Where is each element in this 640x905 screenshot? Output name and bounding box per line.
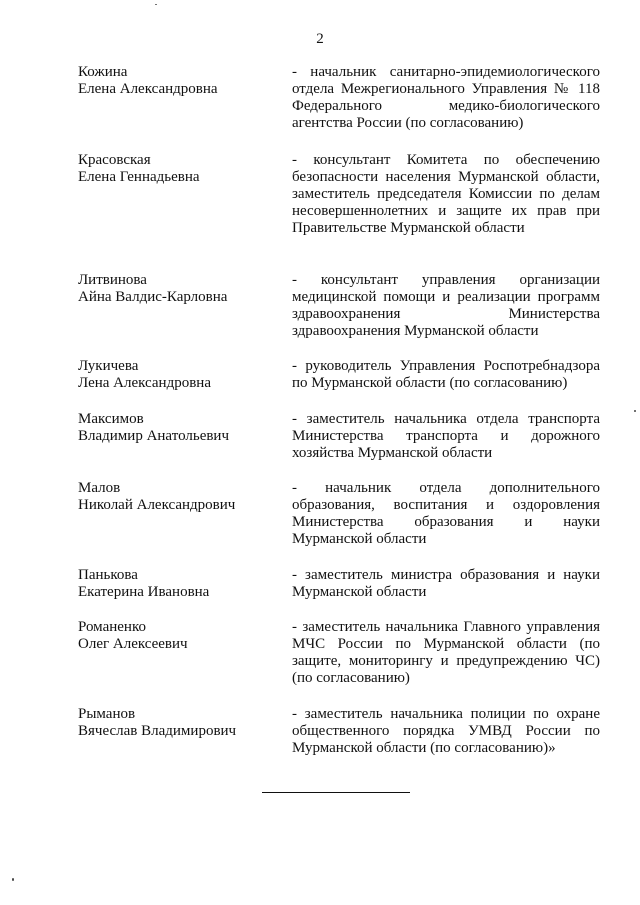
- member-given-names: Елена Александровна: [78, 81, 218, 97]
- scan-speck: [155, 4, 157, 5]
- member-position: - заместитель начальника полиции по охране общественного порядка УМВД России по Мурманской области (по согласованию)»: [292, 706, 600, 756]
- member-position: - заместитель начальника Главного управления МЧС России по Мурманской области (по защите, мониторингу и предупреждению ЧС) (по согласованию): [292, 619, 600, 686]
- member-name: [78, 619, 273, 653]
- member-surname: Красовская: [78, 152, 151, 168]
- member-position: - начальник отдела дополнительного образования, воспитания и оздоровления Министерства образования и науки Мурманской области: [292, 480, 600, 547]
- member-surname: Рыманов: [78, 706, 136, 722]
- member-surname: Малов: [78, 480, 121, 496]
- scan-speck: [12, 878, 14, 881]
- member-position: - начальник санитарно-эпидемиологического отдела Межрегионального Управления № 118 Федерального медико-биологического агентства России (по согласованию): [292, 64, 600, 131]
- member-given-names: Айна Валдис-Карловна: [78, 289, 228, 305]
- member-given-names: Николай Александрович: [78, 497, 236, 513]
- member-surname: Лукичева: [78, 358, 139, 374]
- member-surname: Литвинова: [78, 272, 147, 288]
- member-position: - руководитель Управления Роспотребнадзора по Мурманской области (по согласованию): [292, 358, 600, 391]
- member-position: - заместитель министра образования и науки Мурманской области: [292, 567, 600, 600]
- member-given-names: Владимир Анатольевич: [78, 428, 230, 444]
- member-surname: Кожина: [78, 64, 128, 80]
- member-name: [78, 411, 273, 445]
- member-surname: Максимов: [78, 411, 144, 427]
- member-given-names: Екатерина Ивановна: [78, 584, 210, 600]
- member-name: [78, 272, 273, 306]
- member-name: [78, 706, 273, 740]
- member-name: [78, 480, 273, 514]
- member-name: [78, 567, 273, 601]
- member-position: - консультант управления организации медицинской помощи и реализации программ здравоохранения Министерства здравоохранения Мурманской области: [292, 272, 600, 339]
- member-name: [78, 358, 273, 392]
- member-surname: Панькова: [78, 567, 138, 583]
- end-of-list-rule: [262, 792, 410, 793]
- member-name: [78, 152, 273, 186]
- member-given-names: Вячеслав Владимирович: [78, 723, 237, 739]
- member-given-names: Лена Александровна: [78, 375, 211, 391]
- member-given-names: Елена Геннадьевна: [78, 169, 200, 185]
- member-name: [78, 64, 273, 98]
- member-surname: Романенко: [78, 619, 146, 635]
- page-number: 2: [316, 31, 324, 47]
- member-position: - консультант Комитета по обеспечению безопасности населения Мурманской области, заместитель председателя Комиссии по делам несовершеннолетних и защите их прав при Правительстве Мурманской области: [292, 152, 600, 236]
- scan-speck: [634, 410, 636, 412]
- member-position: - заместитель начальника отдела транспорта Министерства транспорта и дорожного хозяйства Мурманской области: [292, 411, 600, 461]
- member-given-names: Олег Алексеевич: [78, 636, 188, 652]
